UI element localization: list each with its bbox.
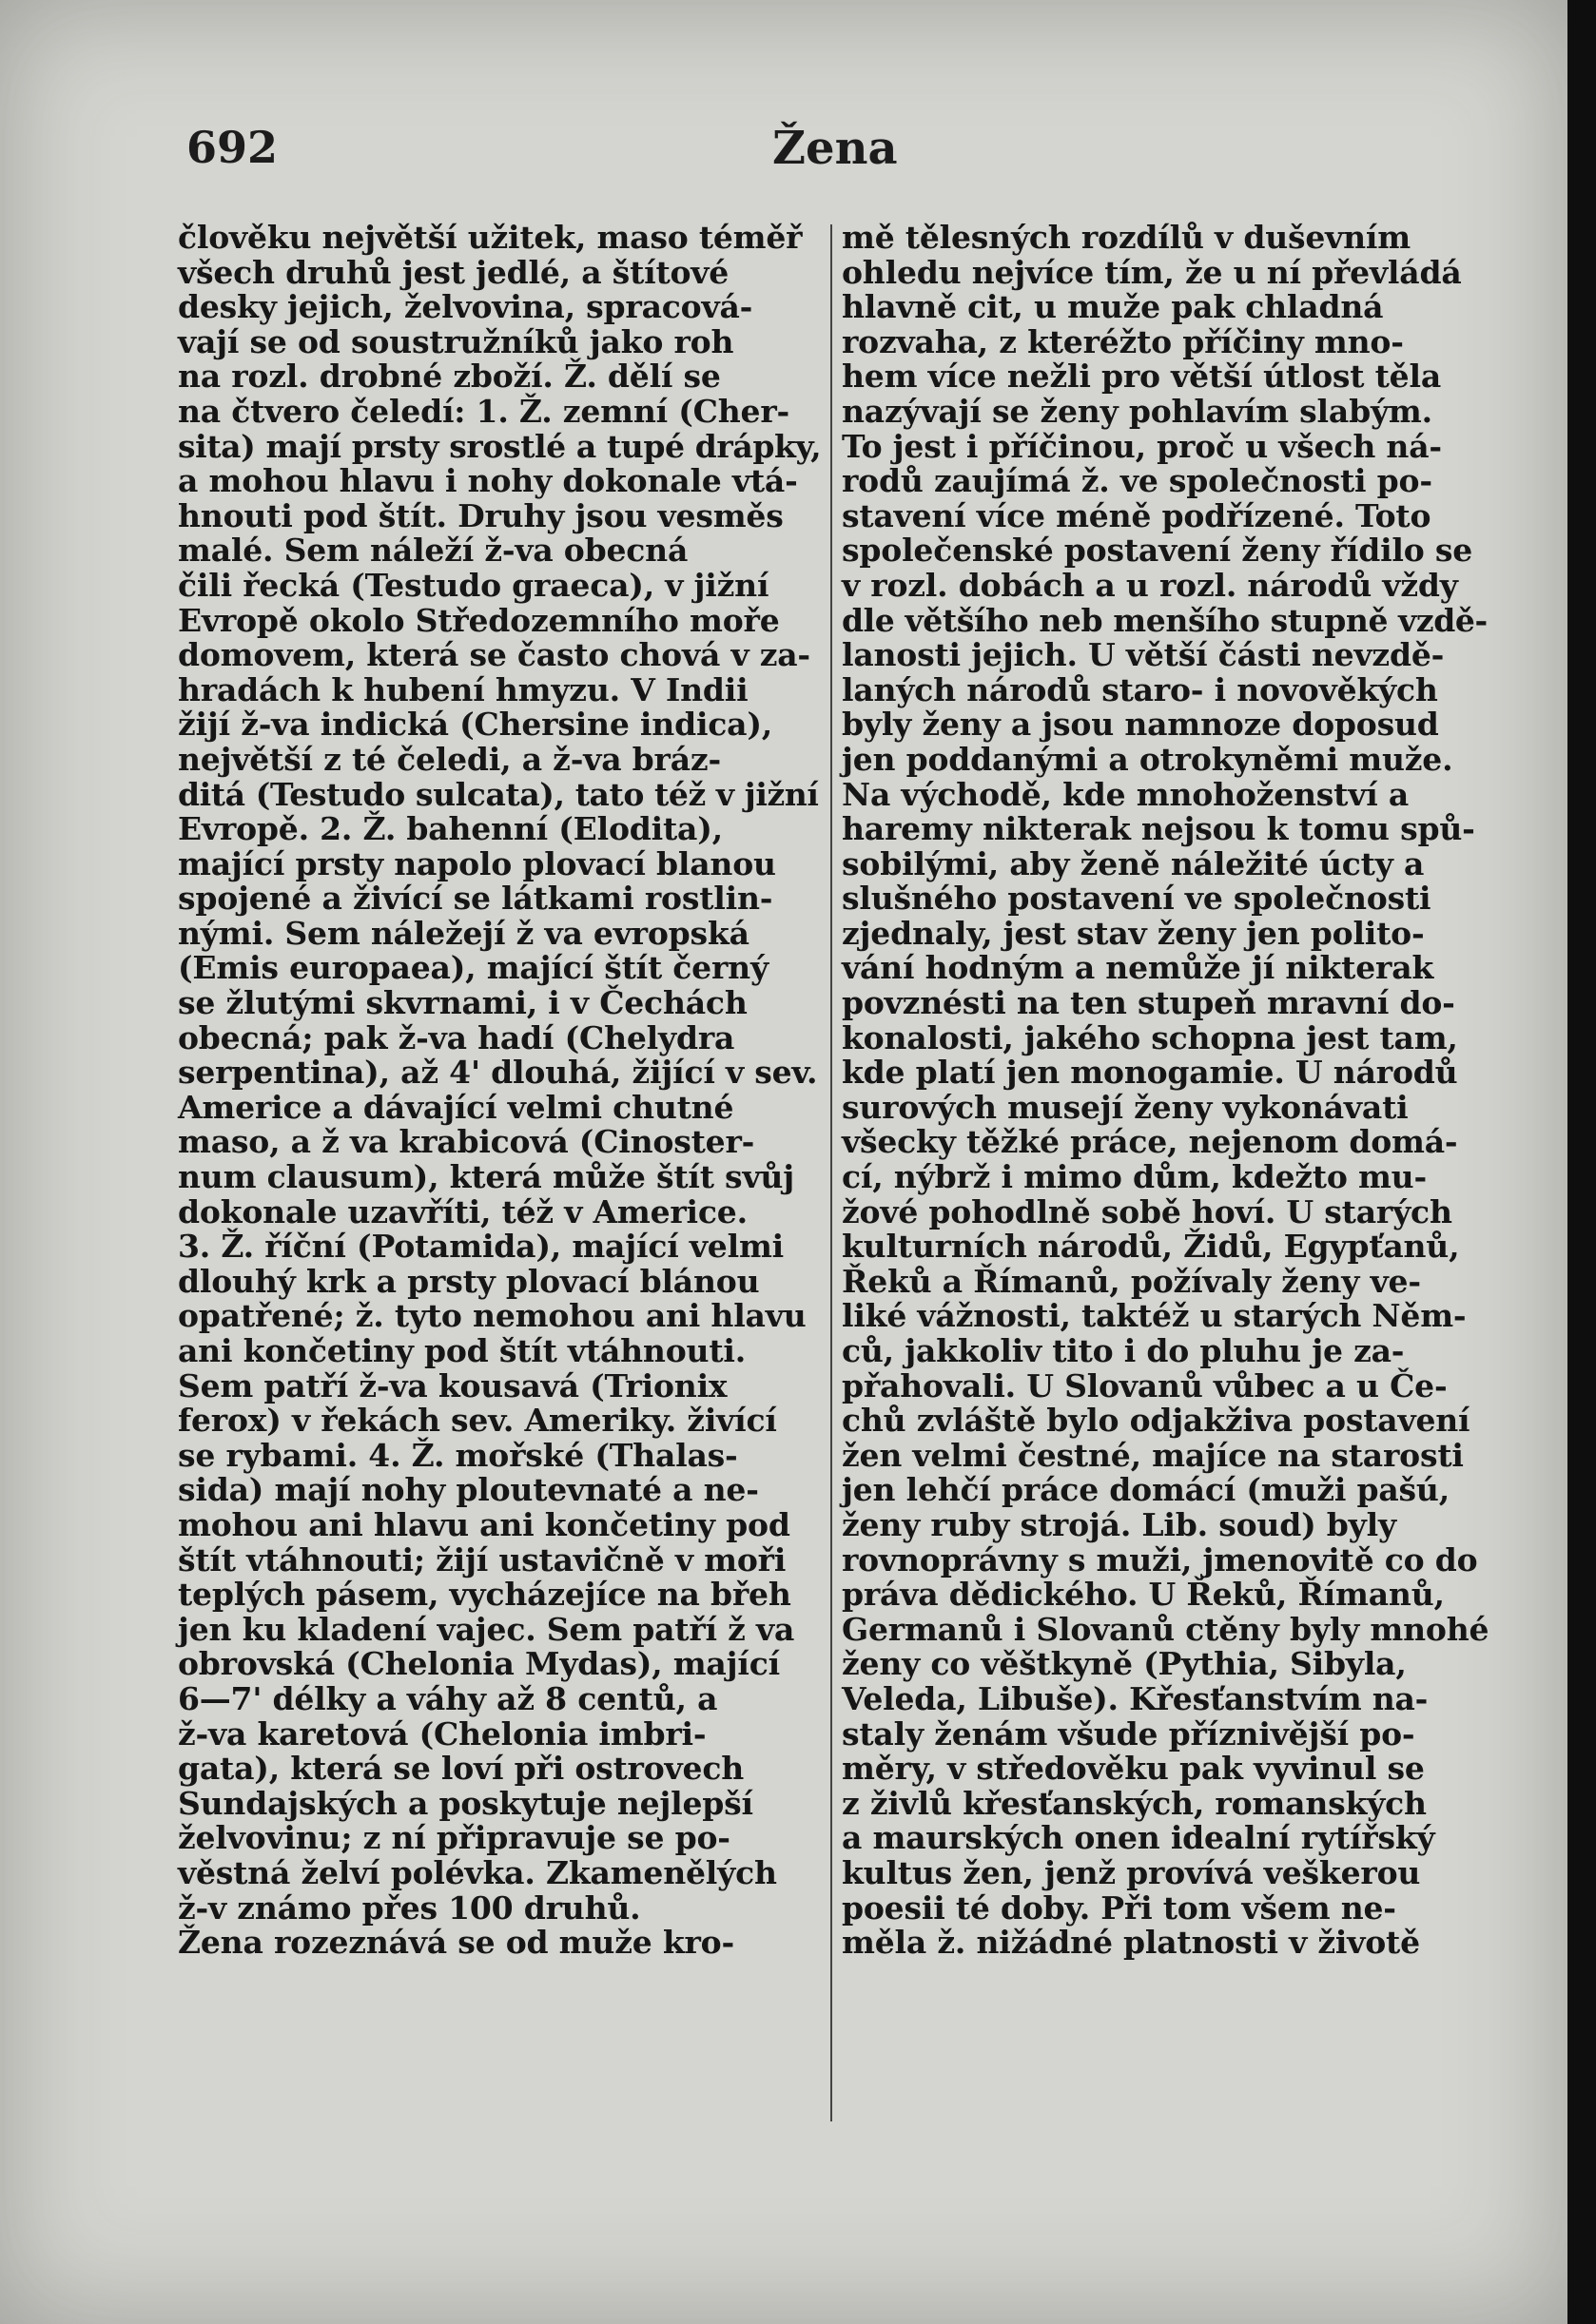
text-line: mohou ani hlavu ani končetiny pod — [178, 1505, 790, 1543]
text-line: To jest i příčinou, proč u všech ná- — [842, 427, 1442, 465]
text-line: dlouhý krk a prsty plovací blánou — [178, 1262, 760, 1300]
text-line: chů zvláště bylo odjakživa postavení — [842, 1402, 1470, 1440]
text-line: rozvaha, z kteréžto příčiny mno- — [842, 322, 1404, 360]
left-column — [178, 221, 825, 1961]
text-line: Veleda, Libuše). Křesťanstvím na- — [842, 1679, 1429, 1717]
text-line: žijí ž-va indická (Chersine indica), — [178, 706, 773, 744]
text-line: se žlutými skvrnami, i v Čechách — [178, 984, 748, 1022]
text-line: rovnoprávny s muži, jmenovitě co do — [842, 1540, 1478, 1578]
text-line: Sundajských a poskytuje nejlepší — [178, 1784, 753, 1822]
text-line: společenské postavení ženy řídilo se — [842, 532, 1473, 570]
text-line: laných národů staro- i novověkých — [842, 670, 1438, 708]
text-line: staly ženám všude příznivější po- — [842, 1714, 1415, 1753]
text-line: rodů zaujímá ž. ve společnosti po- — [842, 462, 1432, 500]
text-line: se rybami. 4. Ž. mořské (Thalas- — [178, 1436, 738, 1474]
text-line: z živlů křesťanských, romanských — [842, 1784, 1427, 1822]
scan-border — [1567, 0, 1596, 2324]
text-line: měla ž. nižádné platnosti v životě — [842, 1924, 1420, 1962]
page-number: 692 — [186, 122, 279, 173]
text-line: všech druhů jest jedlé, a štítové — [178, 253, 730, 291]
text-line: ž-v známo přes 100 druhů. — [178, 1888, 641, 1927]
text-line: poesii té doby. Při tom všem ne- — [842, 1888, 1396, 1927]
text-line: cí, nýbrž i mimo dům, kdežto mu- — [842, 1158, 1427, 1196]
text-line: 6—7' délky a váhy až 8 centů, a — [178, 1679, 718, 1717]
text-line: malé. Sem náleží ž-va obecná — [178, 532, 689, 570]
text-line: jen ku kladení vajec. Sem patří ž va — [178, 1610, 795, 1648]
text-line: práva dědického. U Řeků, Římanů, — [842, 1576, 1445, 1614]
text-line: num clausum), která může štít svůj — [178, 1158, 794, 1196]
text-line: kultus žen, jenž provívá veškerou — [842, 1853, 1421, 1891]
right-column — [842, 221, 1489, 1961]
text-line: dokonale uzavříti, též v Americe. — [178, 1192, 748, 1230]
text-line: opatřené; ž. tyto nemohou ani hlavu — [178, 1297, 807, 1335]
text-line: teplých pásem, vycházejíce na břeh — [178, 1576, 791, 1614]
text-line: a maurských onen idealní rytířský — [842, 1819, 1435, 1857]
text-line: největší z té čeledi, a ž-va bráz- — [178, 740, 721, 778]
text-line: a mohou hlavu i nohy dokonale vtá- — [178, 462, 798, 500]
text-line: ženy co věštkyně (Pythia, Sibyla, — [842, 1645, 1407, 1683]
text-line: přahovali. U Slovanů vůbec a u Če- — [842, 1366, 1448, 1404]
text-line: žové pohodlně sobě hoví. U starých — [842, 1192, 1452, 1230]
text-line: konalosti, jakého schopna jest tam, — [842, 1018, 1458, 1056]
text-line: surových musejí ženy vykonávati — [842, 1088, 1409, 1126]
text-line: vají se od soustružníků jako roh — [178, 322, 734, 360]
text-line: želvovinu; z ní připravuje se po- — [178, 1819, 730, 1857]
text-line: ferox) v řekách sev. Ameriky. živící — [178, 1402, 777, 1440]
text-line: domovem, která se často chová v za- — [178, 636, 810, 674]
text-line: Žena rozeznává se od muže kro- — [178, 1924, 734, 1962]
text-line: obrovská (Chelonia Mydas), mající — [178, 1645, 780, 1683]
text-line: na čtvero čeledí: 1. Ž. zemní (Cher- — [178, 392, 790, 430]
text-line: ani končetiny pod štít vtáhnouti. — [178, 1332, 746, 1369]
text-line: jen lehčí práce domácí (muži pašú, — [842, 1471, 1450, 1509]
text-line: zjednaly, jest stav ženy jen polito- — [842, 914, 1425, 952]
text-line: obecná; pak ž-va hadí (Chelydra — [178, 1018, 735, 1056]
text-line: Evropě okolo Středozemního moře — [178, 601, 780, 639]
text-line: 3. Ž. říční (Potamida), mající velmi — [178, 1228, 784, 1266]
text-line: štít vtáhnouti; žijí ustavičně v moři — [178, 1540, 787, 1578]
text-line: gata), která se loví při ostrovech — [178, 1750, 745, 1788]
text-line: měry, v středověku pak vyvinul se — [842, 1750, 1425, 1788]
text-line: člověku největší užitek, maso téměř — [178, 219, 803, 256]
text-line: Na východě, kde mnohoženství a — [842, 775, 1410, 813]
text-line: kde platí jen monogamie. U národů — [842, 1054, 1458, 1092]
text-line: desky jejich, želvovina, spracová- — [178, 288, 753, 326]
text-line: ců, jakkoliv tito i do pluhu je za- — [842, 1332, 1405, 1369]
text-line: povznésti na ten stupeň mravní do- — [842, 984, 1455, 1022]
text-line: sobilými, aby ženě náležité úcty a — [842, 844, 1425, 882]
text-line: spojené a živící se látkami rostlin- — [178, 880, 773, 918]
text-line: Germanů i Slovanů ctěny byly mnohé — [842, 1610, 1489, 1648]
text-line: stavení více méně podřízené. Toto — [842, 496, 1431, 534]
text-line: hnouti pod štít. Druhy jsou vesměs — [178, 496, 784, 534]
text-line: Americe a dávající velmi chutné — [178, 1088, 734, 1126]
text-line: maso, a ž va krabicová (Cinoster- — [178, 1123, 755, 1161]
text-line: ohledu nejvíce tím, že u ní převládá — [842, 253, 1462, 291]
text-line: (Emis europaea), mající štít černý — [178, 949, 769, 987]
text-line: vání hodným a nemůže jí nikterak — [842, 949, 1434, 987]
text-line: Sem patří ž-va kousavá (Trionix — [178, 1366, 728, 1404]
text-line: mající prsty napolo plovací blanou — [178, 844, 776, 882]
text-line: byly ženy a jsou namnoze doposud — [842, 706, 1439, 744]
text-line: ditá (Testudo sulcata), tato též v jižní — [178, 775, 819, 813]
text-line: serpentina), až 4' dlouhá, žijící v sev. — [178, 1054, 818, 1092]
text-line: čili řecká (Testudo graeca), v jižní — [178, 566, 769, 604]
text-line: jen poddanými a otrokyněmi muže. — [842, 740, 1453, 778]
text-line: hradách k hubení hmyzu. V Indii — [178, 670, 749, 708]
text-line: kulturních národů, Židů, Egypťanů, — [842, 1228, 1460, 1266]
text-line: hlavně cit, u muže pak chladná — [842, 288, 1384, 326]
text-line: haremy nikterak nejsou k tomu spů- — [842, 810, 1475, 848]
text-line: na rozl. drobné zboží. Ž. dělí se — [178, 358, 721, 396]
text-line: nými. Sem náležejí ž va evropská — [178, 914, 749, 952]
text-line: Řeků a Římanů, požívaly ženy ve- — [842, 1262, 1421, 1300]
text-line: hem více nežli pro větší útlost těla — [842, 358, 1441, 396]
text-line: nazývají se ženy pohlavím slabým. — [842, 392, 1432, 430]
text-line: sita) mají prsty srostlé a tupé drápky, — [178, 427, 822, 465]
text-line: dle většího neb menšího stupně vzdě- — [842, 601, 1488, 639]
text-line: ženy ruby strojá. Lib. soud) byly — [842, 1505, 1396, 1543]
text-line: sida) mají nohy ploutevnaté a ne- — [178, 1471, 759, 1509]
column-rule — [830, 224, 832, 2121]
running-head: Žena — [772, 122, 898, 175]
text-line: v rozl. dobách a u rozl. národů vždy — [842, 566, 1458, 604]
text-line: liké vážnosti, taktéž u starých Něm- — [842, 1297, 1467, 1335]
text-line: všecky těžké práce, nejenom domá- — [842, 1123, 1458, 1161]
text-line: věstná želví polévka. Zkamenělých — [178, 1853, 777, 1891]
text-line: mě tělesných rozdílů v duševním — [842, 219, 1411, 256]
text-line: Evropě. 2. Ž. bahenní (Elodita), — [178, 810, 723, 848]
text-line: slušného postavení ve společnosti — [842, 880, 1431, 918]
text-line: ž-va karetová (Chelonia imbri- — [178, 1714, 707, 1753]
text-line: lanosti jejich. U větší části nevzdě- — [842, 636, 1445, 674]
text-line: žen velmi čestné, majíce na starosti — [842, 1436, 1464, 1474]
